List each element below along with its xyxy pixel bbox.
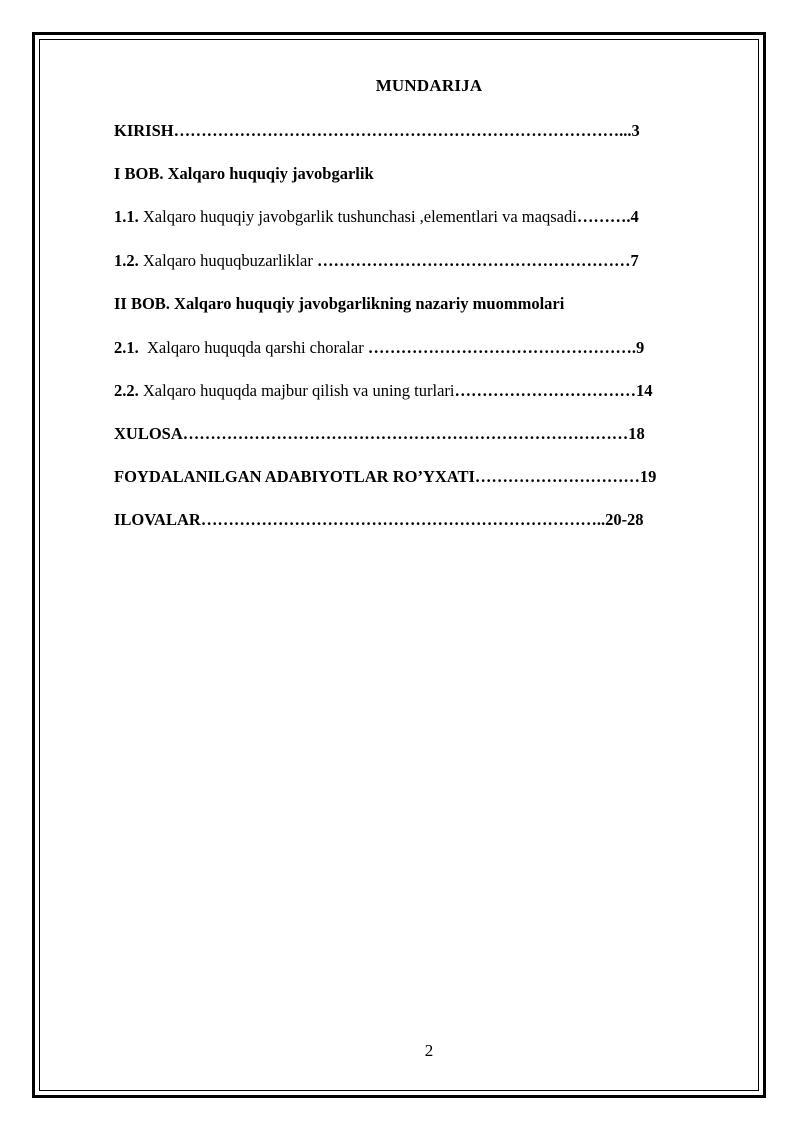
- toc-entry-number: 2.1.: [114, 338, 139, 357]
- toc-entry-number: 1.2.: [114, 251, 139, 270]
- toc-entry-chapter-1[interactable]: [114, 164, 374, 184]
- toc-entry-number: 2.2.: [114, 381, 139, 400]
- toc-entry-text: I BOB. Xalqaro huquqiy javobgarlik: [114, 164, 374, 183]
- toc-entry-text: Xalqaro huquqda qarshi choralar: [138, 338, 368, 357]
- toc-entry-leader: ……….: [576, 207, 631, 226]
- toc-entry-text: XULOSA: [114, 424, 183, 443]
- toc-entry-text: Xalqaro huquqiy javobgarlik tushunchasi ,elementlari va maqsadi: [138, 207, 577, 226]
- toc-entry-kirish[interactable]: [114, 121, 640, 141]
- toc-entry-text: II BOB. Xalqaro huquqiy javobgarlikning nazariy muommolari: [114, 294, 565, 313]
- toc-entry-page: 7: [630, 251, 639, 270]
- toc-entry-page: 19: [639, 467, 657, 486]
- toc-entry-page: 4: [630, 207, 639, 226]
- toc-entry-text: Xalqaro huquqda majbur qilish va uning turlari: [138, 381, 455, 400]
- toc-entry-page: 14: [635, 381, 653, 400]
- toc-entry-leader: ………………………………………………………………………...: [173, 121, 632, 140]
- toc-entry-leader: ………………………………………….: [367, 338, 636, 357]
- toc-entry-text: Xalqaro huquqbuzarliklar: [138, 251, 317, 270]
- toc-entry-page: 3: [631, 121, 640, 140]
- toc-entry-section-1-2[interactable]: [114, 251, 639, 271]
- toc-entry-leader: ………………………………………………………………………: [182, 424, 629, 443]
- toc-entry-page: 9: [635, 338, 645, 357]
- toc-entry-xulosa[interactable]: [114, 424, 645, 444]
- toc-title: MUNDARIJA: [375, 76, 483, 95]
- toc-entry-text: FOYDALANILGAN ADABIYOTLAR RO’YXATI: [114, 467, 475, 486]
- page-border-inner: [39, 39, 759, 1091]
- toc-entry-section-2-2[interactable]: [114, 381, 652, 401]
- toc-entry-text: KIRISH: [114, 121, 174, 140]
- toc-entry-leader: …………………………: [474, 467, 640, 486]
- toc-entry-number: 1.1.: [114, 207, 139, 226]
- toc-entry-leader: …………………………………………………: [316, 251, 631, 270]
- toc-entry-section-2-1[interactable]: [114, 338, 644, 358]
- toc-entry-leader: ……………………………: [454, 381, 636, 400]
- toc-entry-ilovalar[interactable]: [114, 510, 644, 530]
- toc-entry-references[interactable]: [114, 467, 656, 487]
- toc-entry-page: 18: [628, 424, 645, 443]
- toc-entry-section-1-1[interactable]: [114, 207, 639, 227]
- toc-entry-page: 20-28: [605, 510, 644, 529]
- toc-entry-text: ILOVALAR: [114, 510, 201, 529]
- page-number: 2: [424, 1041, 434, 1060]
- toc-entry-leader: ………………………………………………………………..: [200, 510, 606, 529]
- toc-entry-chapter-2[interactable]: [114, 294, 564, 314]
